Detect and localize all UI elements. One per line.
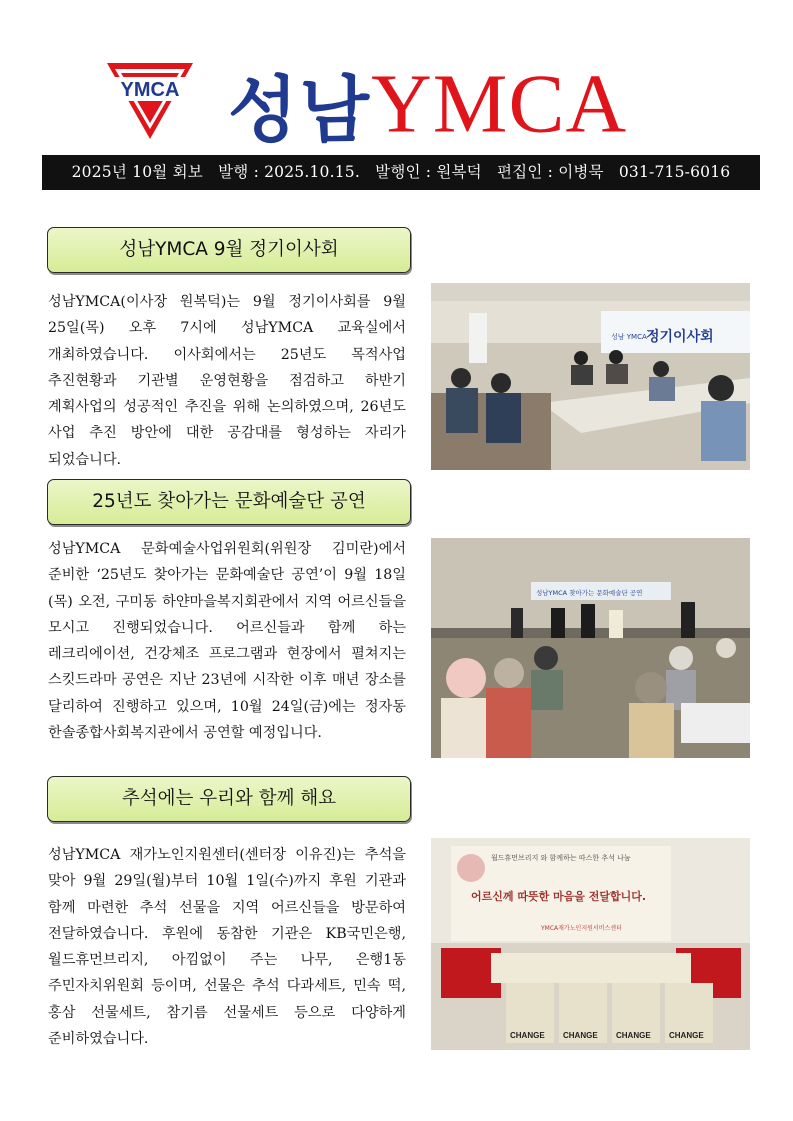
issue-info-bar (42, 155, 760, 190)
bag-label-2: CHANGE (563, 1031, 598, 1040)
title-english: YMCA (371, 57, 628, 151)
section-body-board-meeting: 성남YMCA(이사장 원복덕)는 9월 정기이사회를 9월 25일(목) 오후 7시에 성남YMCA 교육실에서 개최하였습니다. 이사회에서는 25년도 목적사업 추진현황과 기관별 운영현황을 점검하고 하반기 계획사업의 성공적인 추진을 위해 논의하였으며, 26년도 사업 추진 방안에 대한 공감대를 형성하는 자리가 되었습니다. (48, 294, 406, 468)
editor: 편집인 : 이병묵 (497, 163, 604, 181)
board-photo-banner: 정기이사회 (646, 329, 714, 345)
publish-date: 발행 : 2025.10.15. (218, 163, 360, 181)
section-heading-board-meeting: 성남YMCA 9월 정기이사회 (47, 227, 411, 273)
section-heading-culture-performance: 25년도 찾아가는 문화예술단 공연 (47, 479, 411, 525)
gift-photo-banner-bottom: YMCA재가노인지원서비스센터 (541, 925, 622, 932)
chuseok-gift-photo (431, 838, 750, 1050)
gift-photo-banner-top: 월드휴먼브리지 와 함께하는 따스한 추석 나눔 (491, 854, 631, 862)
issue-label: 2025년 10월 회보 (71, 163, 203, 181)
phone-number: 031-715-6016 (618, 163, 731, 181)
board-photo-banner-small: 성남 YMCA (611, 333, 647, 341)
bag-label-3: CHANGE (616, 1031, 651, 1040)
culture-performance-photo (431, 538, 750, 758)
bag-label-4: CHANGE (669, 1031, 704, 1040)
bag-label-1: CHANGE (510, 1031, 545, 1040)
newsletter-title (228, 52, 628, 152)
logo-text: YMCA (120, 79, 180, 101)
title-korean: 성남 (228, 68, 372, 152)
board-meeting-photo (431, 283, 750, 470)
publisher: 발행인 : 원복덕 (375, 163, 482, 181)
section-heading-chuseok: 추석에는 우리와 함께 해요 (47, 776, 411, 822)
gift-photo-banner: 어르신께 따뜻한 마음을 전달합니다. (471, 890, 647, 903)
section-body-chuseok: 성남YMCA 재가노인지원센터(센터장 이유진)는 추석을 맞아 9월 29일(월)부터 10월 1일(수)까지 후원 기관과 함께 마련한 추석 선물을 지역 어르신들을 방문하여 전달하였습니다. 후원에 동참한 기관은 KB국민은행, 월드휴먼브리지, 아낌없이 주는 나무, 은행1동 주민자치위원회 등이며, 선물은 추석 다과세트, 민속 떡, 홍삼 선물세트, 참기름 선물세트 등으로 다양하게 준비하였습니다. (48, 847, 406, 1048)
section-body-culture-performance: 성남YMCA 문화예술사업위원회(위원장 김미란)에서 준비한 ‘25년도 찾아가는 문화예술단 공연’이 9월 18일(목) 오전, 구미동 하얀마을복지회관에서 지역 어르신들을 모시고 진행되었습니다. 어르신들과 함께 하는 레크리에이션, 건강체조 프로그램과 현장에서 펼쳐지는 스킷드라마 공연은 지난 23년에 시작한 이후 매년 장소를 달리하여 진행하고 있으며, 10월 24일(금)에는 정자동 한솔종합사회복지관에서 공연할 예정입니다. (48, 541, 406, 742)
performance-photo-banner: 성남YMCA 찾아가는 문화예술단 공연 (536, 589, 643, 597)
ymca-logo (107, 63, 193, 139)
